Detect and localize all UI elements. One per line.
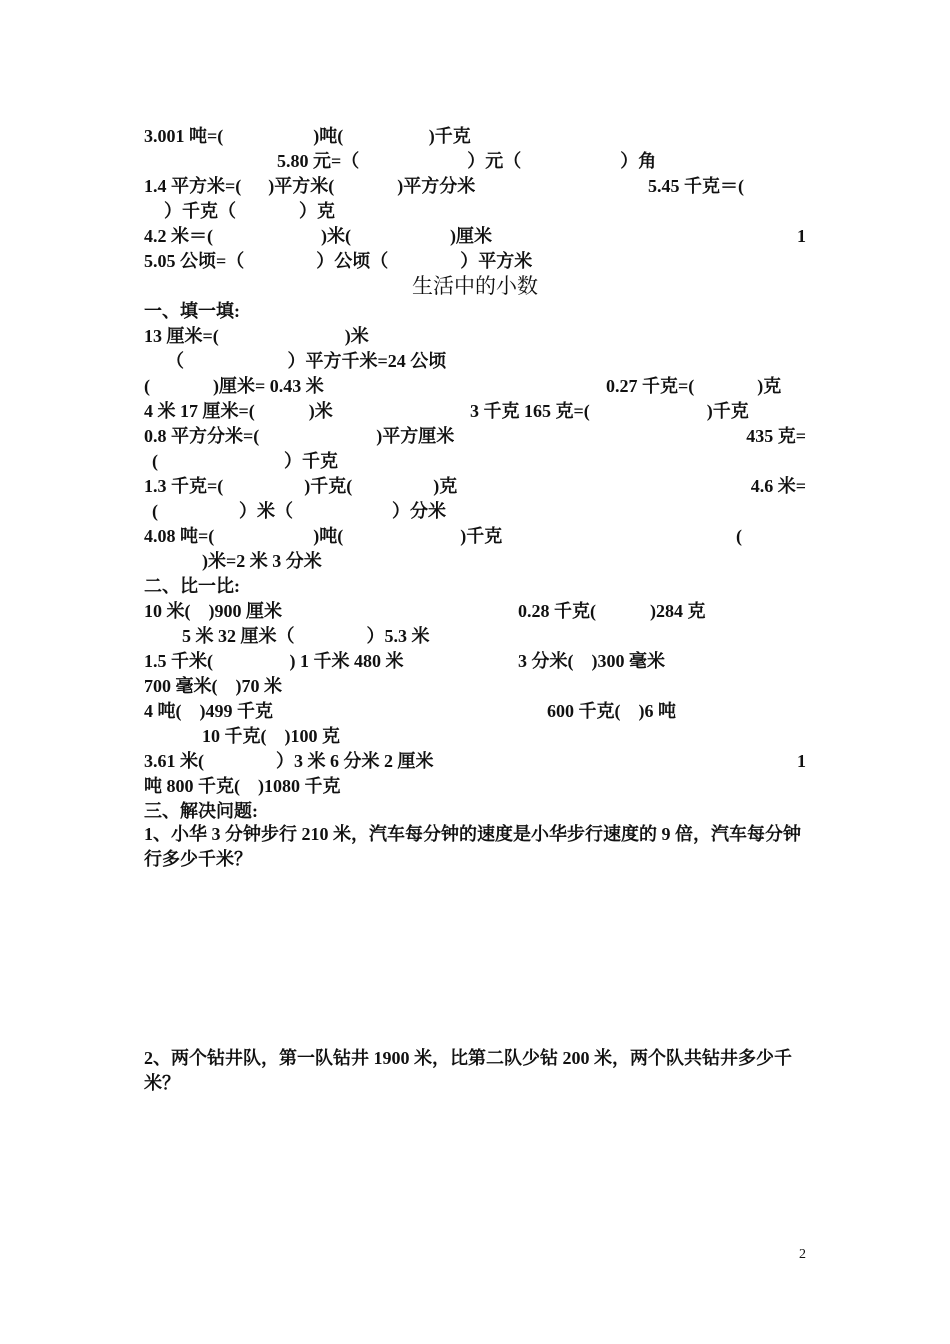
fill-line-8: ( ）米（ ）分米 bbox=[152, 501, 446, 521]
conversion-line-1: 3.001 吨=( )吨( )千克 bbox=[144, 126, 471, 146]
section-3-heading: 三、解决问题: bbox=[144, 801, 258, 821]
compare-line-5: 4 吨( )499 千克 600 千克( )6 吨 bbox=[144, 701, 676, 721]
compare-line-2: 5 米 32 厘米（ ）5.3 米 bbox=[182, 626, 430, 646]
page-title: 生活中的小数 bbox=[412, 274, 538, 298]
section-1-heading: 一、填一填: bbox=[144, 301, 240, 321]
compare-line-4: 700 毫米( )70 米 bbox=[144, 676, 282, 696]
fill-line-2: （ ）平方千米=24 公顷 bbox=[166, 351, 447, 371]
conversion-line-3: 1.4 平方米=( )平方米( )平方分米 5.45 千克＝( bbox=[144, 176, 744, 196]
fill-line-7: 1.3 千克=( )千克( )克 4.6 米= bbox=[144, 476, 806, 496]
fill-line-10: )米=2 米 3 分米 bbox=[202, 551, 322, 571]
conversion-line-6: 5.05 公顷=（ ）公顷（ ）平方米 bbox=[144, 251, 533, 271]
conversion-line-4: ）千克（ ）克 bbox=[164, 201, 335, 221]
fill-line-1: 13 厘米=( )米 bbox=[144, 326, 369, 346]
page-number: 2 bbox=[799, 1247, 806, 1262]
conversion-line-5: 4.2 米＝( )米( )厘米 1 bbox=[144, 226, 806, 246]
problem-2: 2、两个钻井队，第一队钻井 1900 米，比第二队少钻 200 米，两个队共钻井多少千米？ bbox=[144, 1048, 792, 1093]
compare-line-6: 10 千克( )100 克 bbox=[202, 726, 340, 746]
problem-1: 1、小华 3 分钟步行 210 米，汽车每分钟的速度是小华步行速度的 9 倍，汽车每分钟行多少千米？ bbox=[144, 824, 801, 869]
fill-line-9: 4.08 吨=( )吨( )千克 ( bbox=[144, 526, 742, 546]
conversion-line-2: 5.80 元=（ ）元（ ）角 bbox=[277, 151, 657, 171]
fill-line-6: ( ）千克 bbox=[152, 451, 338, 471]
fill-line-5: 0.8 平方分米=( )平方厘米 435 克= bbox=[144, 426, 806, 446]
section-2-heading: 二、比一比: bbox=[144, 576, 240, 596]
fill-line-3: ( )厘米= 0.43 米 0.27 千克=( )克 bbox=[144, 376, 782, 396]
compare-line-7: 3.61 米( ）3 米 6 分米 2 厘米 1 bbox=[144, 751, 806, 771]
compare-line-8: 吨 800 千克( )1080 千克 bbox=[144, 776, 341, 796]
compare-line-3: 1.5 千米( ) 1 千米 480 米 3 分米( )300 毫米 bbox=[144, 651, 665, 671]
compare-line-1: 10 米( )900 厘米 0.28 千克( )284 克 bbox=[144, 601, 706, 621]
fill-line-4: 4 米 17 厘米=( )米 3 千克 165 克=( )千克 bbox=[144, 401, 749, 421]
